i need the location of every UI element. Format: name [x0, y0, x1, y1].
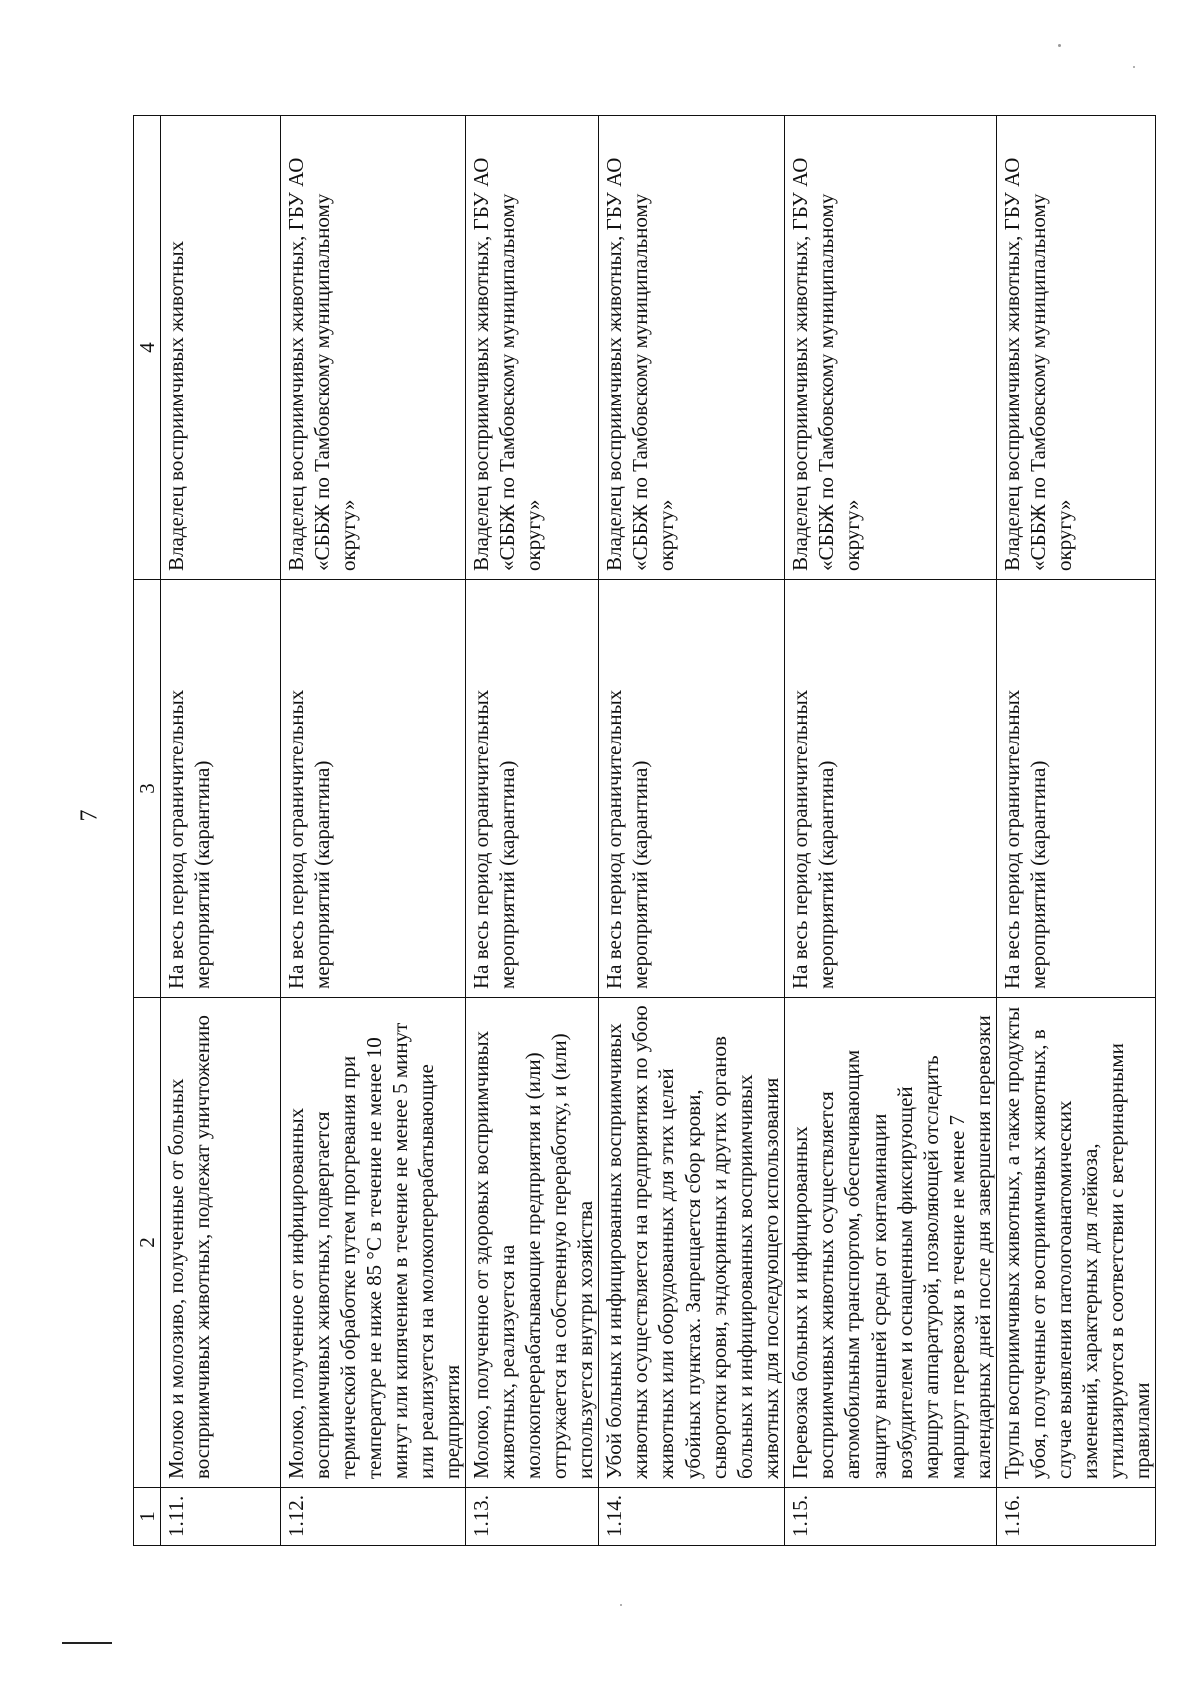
- row-number: 1.14.: [599, 1488, 785, 1546]
- measure-term: На весь период ограничительных мероприятий (карантина): [785, 580, 996, 998]
- measures-table: [133, 115, 1156, 1546]
- row-number: 1.12.: [281, 1488, 466, 1546]
- header-col-4: 4: [134, 116, 161, 580]
- table-header-row: [134, 116, 161, 1546]
- table-row: [996, 116, 1155, 1546]
- measure-responsible: Владелец восприимчивых животных: [161, 116, 281, 580]
- footer-dash: [62, 1642, 112, 1644]
- measure-description: Молоко, полученное от инфицированных восприимчивых животных, подвергается термической обработке путем прогревания при температуре не ниже 85 °С в течение не менее 10 минут или кипячением в течение не менее 5 минут или реализуется на молокоперерабатывающие предприятия: [281, 998, 466, 1488]
- row-number: 1.16.: [996, 1488, 1155, 1546]
- measure-responsible: Владелец восприимчивых животных, ГБУ АО «СББЖ по Тамбовскому муниципальному округу»: [281, 116, 466, 580]
- row-number: 1.13.: [466, 1488, 599, 1546]
- measure-description: Перевозка больных и инфицированных восприимчивых животных осуществляется автомобильным транспортом, обеспечивающим защиту внешней среды от контаминации возбудителем и оснащенным фиксирующей маршрут аппаратурой, позволяющей отследить маршрут перевозки в течение не менее 7 календарных дней после дня завершения перевозки: [785, 998, 996, 1488]
- measure-description: Молоко и молозиво, полученные от больных восприимчивых животных, подлежат уничтожению: [161, 998, 281, 1488]
- measure-responsible: Владелец восприимчивых животных, ГБУ АО «СББЖ по Тамбовскому муниципальному округу»: [785, 116, 996, 580]
- page-number: 7: [76, 809, 103, 822]
- measure-term: На весь период ограничительных мероприятий (карантина): [599, 580, 785, 998]
- table-row: [466, 116, 599, 1546]
- table-row: [599, 116, 785, 1546]
- measure-description: Трупы восприимчивых животных, а также продукты убоя, полученные от восприимчивых животных, в случае выявления патологоанатомических изменений, характерных для лейкоза, утилизируются в соответствии с ветеринарными правилами: [996, 998, 1155, 1488]
- measure-term: На весь период ограничительных мероприятий (карантина): [996, 580, 1155, 998]
- measure-term: На весь период ограничительных мероприятий (карантина): [281, 580, 466, 998]
- measure-responsible: Владелец восприимчивых животных, ГБУ АО «СББЖ по Тамбовскому муниципальному округу»: [599, 116, 785, 580]
- row-number: 1.11.: [161, 1488, 281, 1546]
- header-col-3: 3: [134, 580, 161, 998]
- scan-speck: [620, 1604, 622, 1606]
- rotated-table-container: [133, 116, 1154, 1546]
- scan-speck: [1058, 44, 1061, 47]
- measure-responsible: Владелец восприимчивых животных, ГБУ АО «СББЖ по Тамбовскому муниципальному округу»: [996, 116, 1155, 580]
- measure-description: Убой больных и инфицированных восприимчивых животных осуществляется на предприятиях по убою животных или оборудованных для этих целей убойных пунктах. Запрещается сбор крови, сыворотки крови, эндокринных и других органов больных и инфицированных восприимчивых животных для последующего использования: [599, 998, 785, 1488]
- measure-description: Молоко, полученное от здоровых восприимчивых животных, реализуется на молокоперерабатывающие предприятия и (или) отгружается на собственную переработку, и (или) используется внутри хозяйства: [466, 998, 599, 1488]
- measure-term: На весь период ограничительных мероприятий (карантина): [161, 580, 281, 998]
- measure-term: На весь период ограничительных мероприятий (карантина): [466, 580, 599, 998]
- measure-responsible: Владелец восприимчивых животных, ГБУ АО «СББЖ по Тамбовскому муниципальному округу»: [466, 116, 599, 580]
- table-row: [161, 116, 281, 1546]
- row-number: 1.15.: [785, 1488, 996, 1546]
- table-row: [785, 116, 996, 1546]
- table-row: [281, 116, 466, 1546]
- header-col-2: 2: [134, 998, 161, 1488]
- scan-speck: [1133, 66, 1135, 68]
- header-col-1: 1: [134, 1488, 161, 1546]
